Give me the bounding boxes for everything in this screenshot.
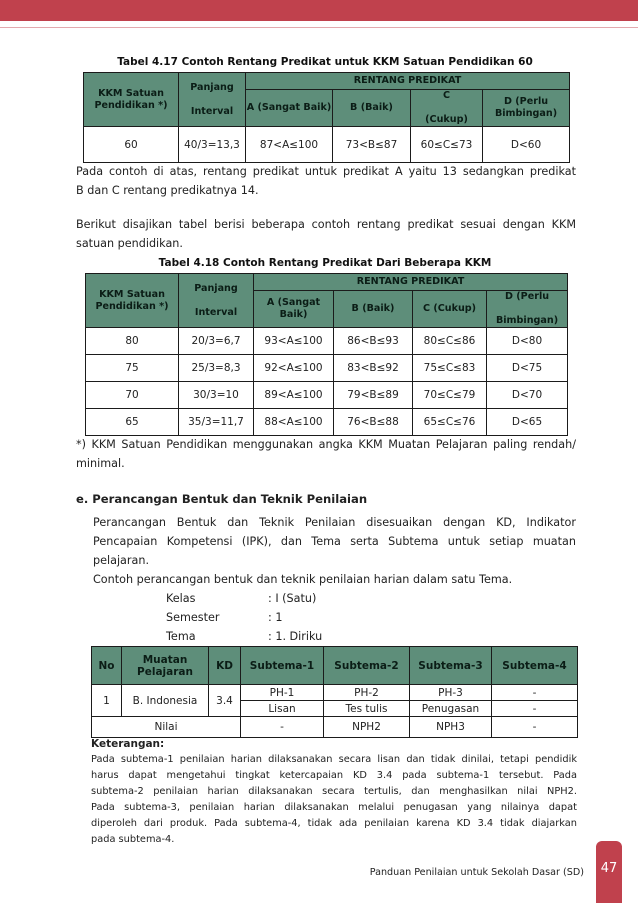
semester-value: : 1 <box>268 611 283 624</box>
cell-interval: 20/3=6,7 <box>179 328 254 355</box>
header-rentang-predikat: RENTANG PREDIKAT <box>254 274 568 291</box>
cell-b: 76<B≤88 <box>334 409 413 436</box>
header-kkm: KKM Satuan Pendidikan *) <box>84 73 179 127</box>
cell-b: 83<B≤92 <box>334 355 413 382</box>
cell-kd: 3.4 <box>209 685 241 717</box>
page-number: 47 <box>596 841 622 903</box>
cell-kkm: 75 <box>86 355 179 382</box>
table-subtema <box>91 646 578 738</box>
cell-interval: 30/3=10 <box>179 382 254 409</box>
cell-b: 73<B≤87 <box>333 127 411 163</box>
cell-interval: 25/3=8,3 <box>179 355 254 382</box>
cell-nilai-label: Nilai <box>92 717 241 738</box>
top-divider <box>0 27 638 28</box>
cell-a: 88<A≤100 <box>254 409 334 436</box>
semester-label: Semester <box>166 611 220 624</box>
cell-b: 86<B≤93 <box>334 328 413 355</box>
tema-label: Tema <box>166 630 196 643</box>
section-e-paragraph-2: Pencapaian Kompetensi (IPK), dan Tema serta Subtema untuk setiap muatan <box>93 535 576 548</box>
cell-d: D<75 <box>487 355 568 382</box>
table-row <box>92 717 578 738</box>
kelas-label: Kelas <box>166 592 196 605</box>
table1-caption: Tabel 4.17 Contoh Rentang Predikat untuk KKM Satuan Pendidikan 60 <box>117 56 533 68</box>
cell-nilai-s3: NPH3 <box>410 717 492 738</box>
table-row <box>84 127 570 163</box>
section-e-paragraph-4: Contoh perancangan bentuk dan teknik penilaian harian dalam satu Tema. <box>93 573 513 586</box>
keterangan-line: harus dapat mengetahui tingkat ketercapaian KD 3.4 pada subtema-1 tersebut. Pada <box>91 770 577 781</box>
cell-nilai-s2: NPH2 <box>324 717 410 738</box>
cell-a: 89<A≤100 <box>254 382 334 409</box>
header-c: C (Cukup) <box>411 90 483 127</box>
cell-d: D<60 <box>483 127 570 163</box>
top-banner <box>0 0 638 21</box>
header-rentang-predikat: RENTANG PREDIKAT <box>246 73 570 90</box>
header-muatan: Muatan Pelajaran <box>122 647 209 685</box>
header-subtema-3: Subtema-3 <box>410 647 492 685</box>
paragraph-1-cont: B dan C rentang predikatnya 14. <box>76 184 259 197</box>
cell-a: 92<A≤100 <box>254 355 334 382</box>
cell-s4-teknik: - <box>492 701 578 717</box>
header-c: C (Cukup) <box>413 291 487 328</box>
header-b: B (Baik) <box>334 291 413 328</box>
header-b: B (Baik) <box>333 90 411 127</box>
header-panjang-interval: Panjang Interval <box>179 73 246 127</box>
header-d: D (Perlu Bimbingan) <box>483 90 570 127</box>
cell-no: 1 <box>92 685 122 717</box>
keterangan-line: pada subtema-4. <box>91 834 175 845</box>
keterangan-line: Pada subtema-1 penilaian harian dilaksanakan secara lisan dan tidak dinilai, tetapi pendidik <box>91 754 577 765</box>
section-e-title: e. Perancangan Bentuk dan Teknik Penilaian <box>76 492 368 506</box>
cell-nilai-s1: - <box>241 717 324 738</box>
cell-s3-teknik: Penugasan <box>410 701 492 717</box>
keterangan-title: Keterangan: <box>91 738 165 750</box>
cell-kkm: 60 <box>84 127 179 163</box>
header-kd: KD <box>209 647 241 685</box>
tema-value: : 1. Diriku <box>268 630 323 643</box>
header-a: A (Sangat Baik) <box>246 90 333 127</box>
header-panjang-interval: Panjang Interval <box>179 274 254 328</box>
keterangan-line: Pada subtema-3, penilaian harian dilaksanakan melalui penugasan yang nilainya dapat <box>91 802 577 813</box>
table-4-18 <box>85 273 568 436</box>
cell-kkm: 70 <box>86 382 179 409</box>
cell-s1-ph: PH-1 <box>241 685 324 701</box>
cell-muatan: B. Indonesia <box>122 685 209 717</box>
cell-d: D<70 <box>487 382 568 409</box>
header-subtema-2: Subtema-2 <box>324 647 410 685</box>
paragraph-2: Berikut disajikan tabel berisi beberapa contoh rentang predikat sesuai dengan KKM <box>76 218 576 231</box>
table-row <box>86 409 568 436</box>
cell-b: 79<B≤89 <box>334 382 413 409</box>
table-row <box>86 382 568 409</box>
cell-s4-ph: - <box>492 685 578 701</box>
header-no: No <box>92 647 122 685</box>
cell-d: D<65 <box>487 409 568 436</box>
cell-a: 93<A≤100 <box>254 328 334 355</box>
footnote-kkm-cont: minimal. <box>76 457 125 470</box>
section-e-paragraph-3: pelajaran. <box>93 554 150 567</box>
header-subtema-1: Subtema-1 <box>241 647 324 685</box>
paragraph-1: Pada contoh di atas, rentang predikat untuk predikat A yaitu 13 sedangkan predikat <box>76 165 576 178</box>
cell-kkm: 65 <box>86 409 179 436</box>
cell-s2-ph: PH-2 <box>324 685 410 701</box>
cell-d: D<80 <box>487 328 568 355</box>
cell-c: 65≤C≤76 <box>413 409 487 436</box>
cell-nilai-s4: - <box>492 717 578 738</box>
header-d: D (Perlu Bimbingan) <box>487 291 568 328</box>
keterangan-line: subtema-2 penilaian harian dilaksanakan secara tertulis, dan menghasilkan nilai NPH2. <box>91 786 577 797</box>
header-kkm: KKM Satuan Pendidikan *) <box>86 274 179 328</box>
header-subtema-4: Subtema-4 <box>492 647 578 685</box>
cell-c: 75≤C≤83 <box>413 355 487 382</box>
cell-s1-teknik: Lisan <box>241 701 324 717</box>
table-row <box>86 355 568 382</box>
cell-interval: 40/3=13,3 <box>179 127 246 163</box>
table-row <box>86 328 568 355</box>
header-a: A (Sangat Baik) <box>254 291 334 328</box>
keterangan-line: diperoleh dari produk. Pada subtema-4, tidak ada penilaian karena KD 3.4 tidak diajarkan <box>91 818 577 829</box>
cell-c: 60≤C≤73 <box>411 127 483 163</box>
cell-interval: 35/3=11,7 <box>179 409 254 436</box>
cell-c: 80≤C≤86 <box>413 328 487 355</box>
footer-text: Panduan Penilaian untuk Sekolah Dasar (SD) <box>369 867 584 878</box>
table-row <box>92 685 578 701</box>
section-e-paragraph-1: Perancangan Bentuk dan Teknik Penilaian disesuaikan dengan KD, Indikator <box>93 516 576 529</box>
table-4-17 <box>83 72 570 163</box>
cell-c: 70≤C≤79 <box>413 382 487 409</box>
kelas-value: : I (Satu) <box>268 592 317 605</box>
paragraph-2-cont: satuan pendidikan. <box>76 237 183 250</box>
cell-s3-ph: PH-3 <box>410 685 492 701</box>
cell-a: 87<A≤100 <box>246 127 333 163</box>
table2-caption: Tabel 4.18 Contoh Rentang Predikat Dari Beberapa KKM <box>158 257 492 269</box>
footnote-kkm: *) KKM Satuan Pendidikan menggunakan angka KKM Muatan Pelajaran paling rendah/ <box>76 438 576 451</box>
cell-kkm: 80 <box>86 328 179 355</box>
cell-s2-teknik: Tes tulis <box>324 701 410 717</box>
